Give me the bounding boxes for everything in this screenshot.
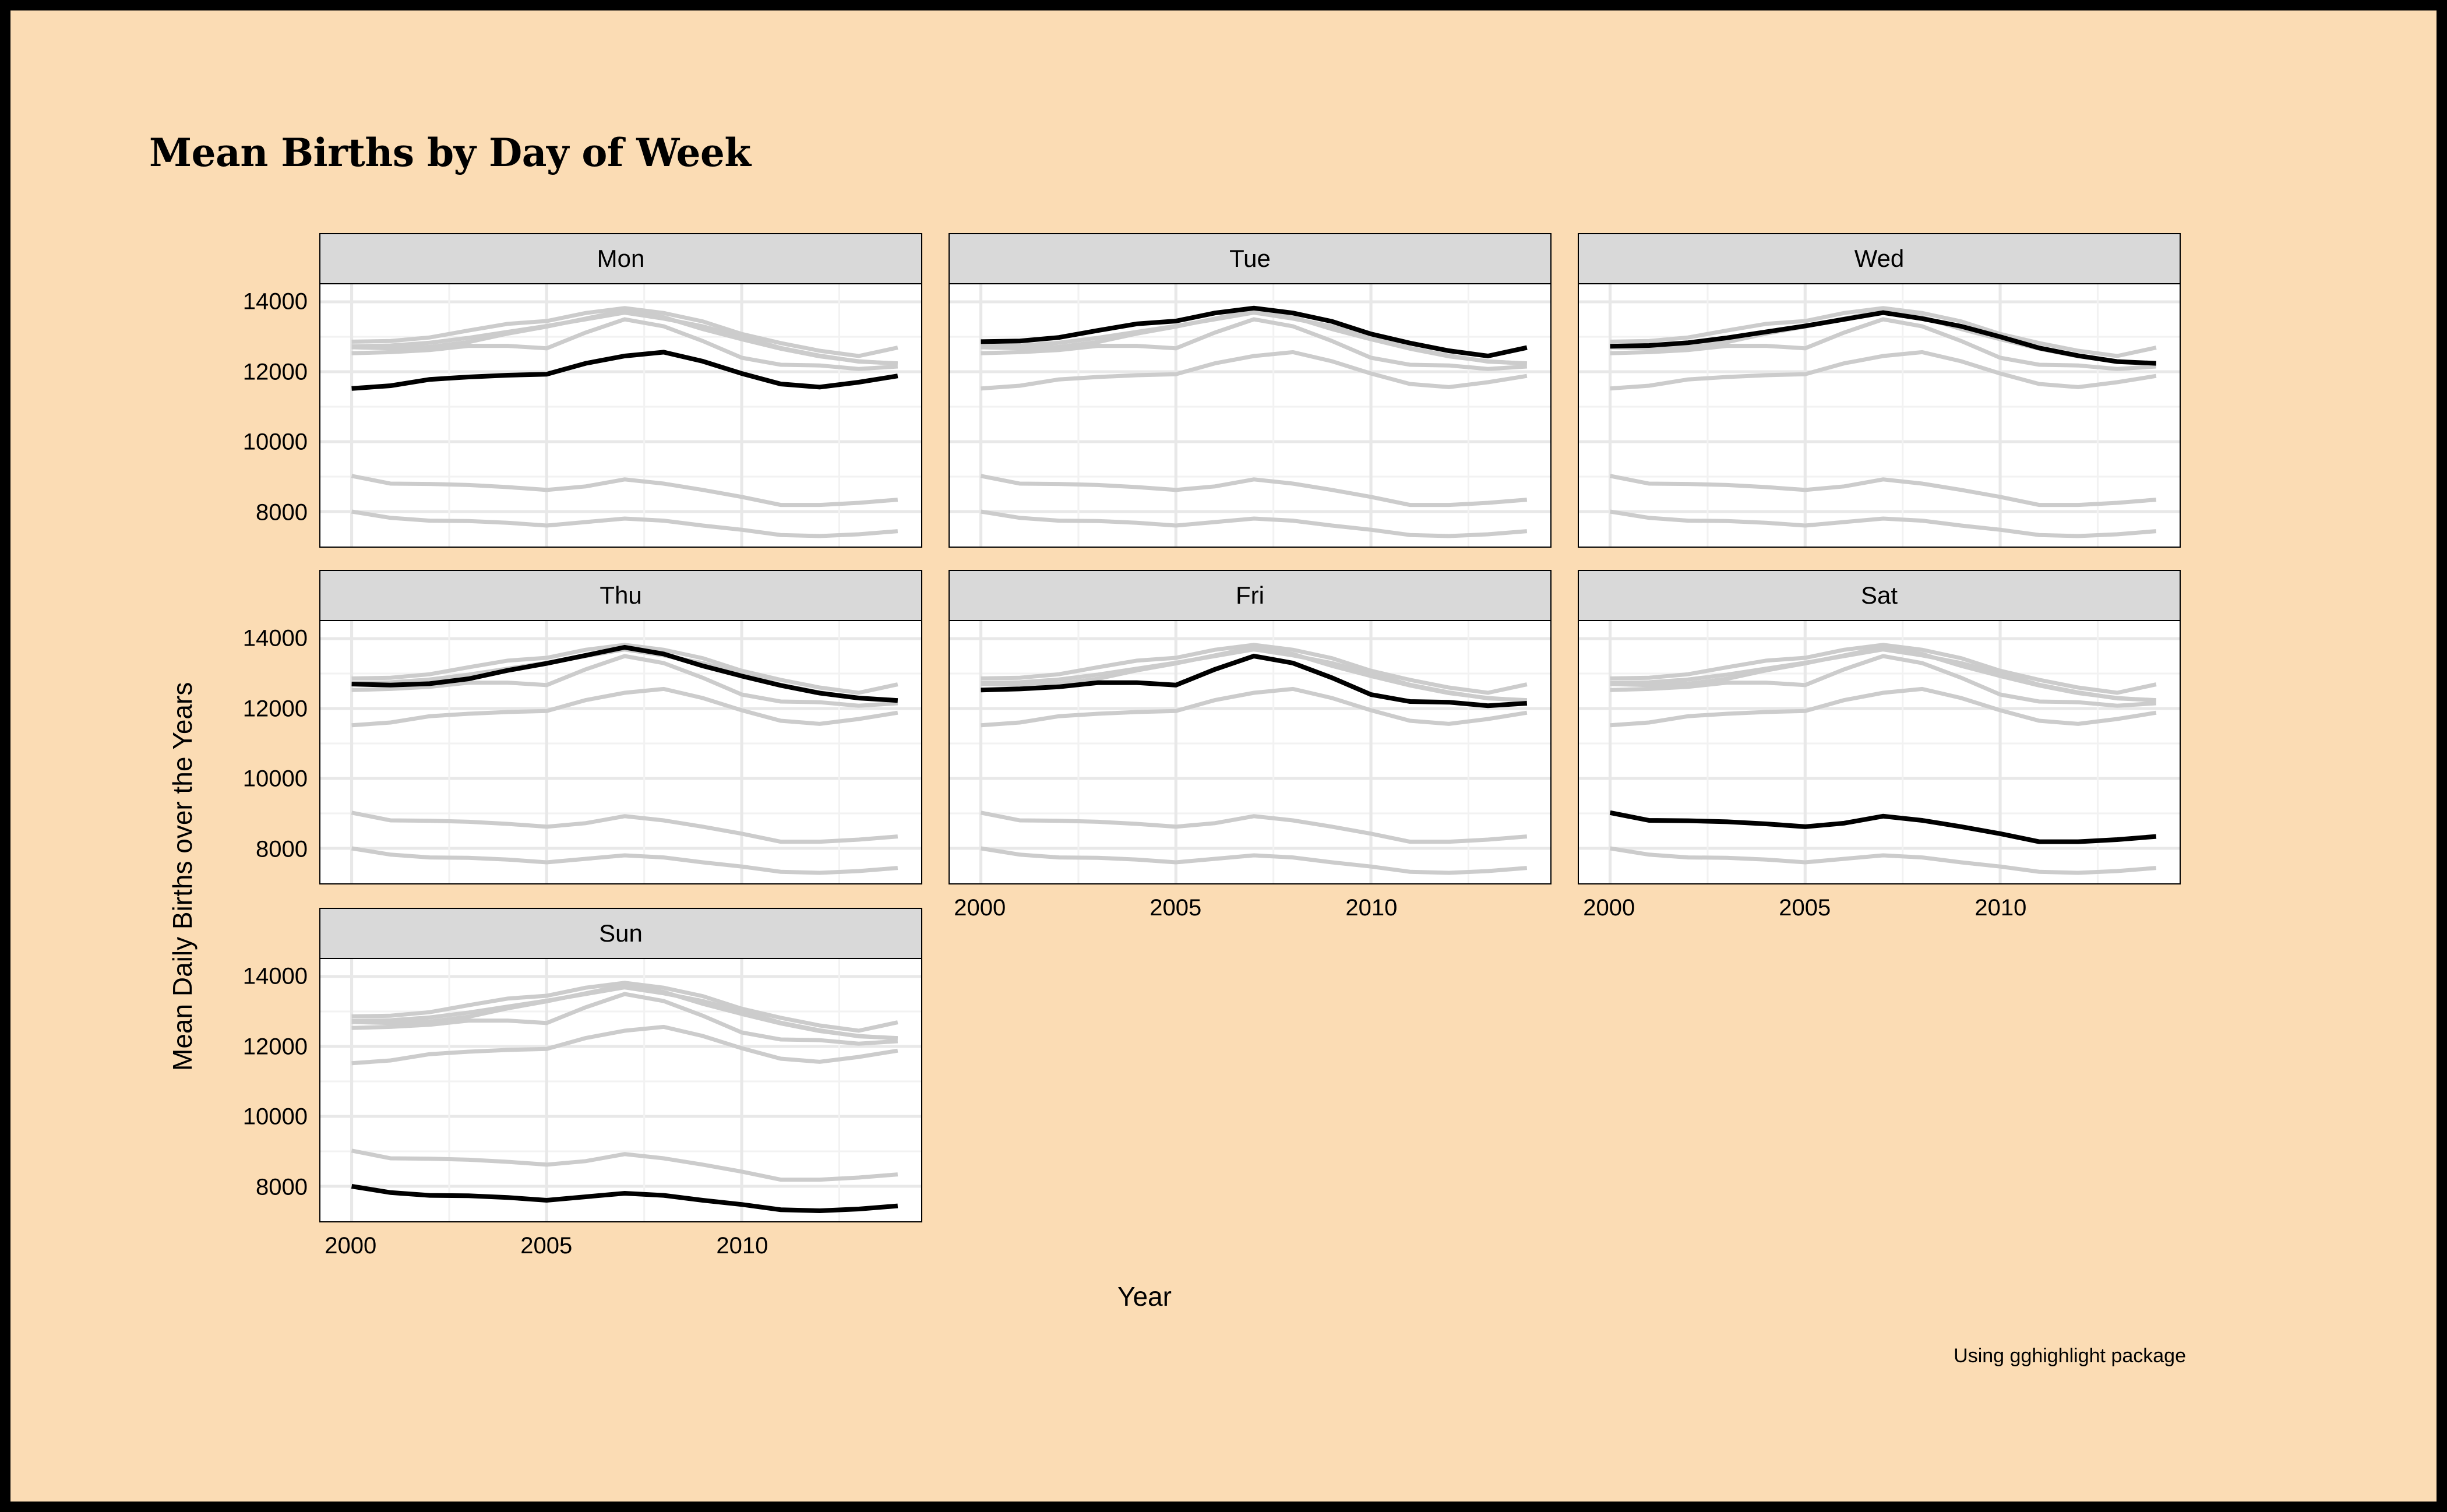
facet-panel-fri (949, 570, 1552, 884)
facet-strip-label: Tue (1229, 245, 1271, 272)
facet-plot-area-wed (1578, 284, 2181, 548)
y-axis-tick: 10000 (242, 429, 308, 455)
page-title: Mean Births by Day of Week (149, 130, 751, 175)
y-axis-tick: 10000 (242, 766, 308, 792)
facet-plot-area-tue (949, 284, 1552, 548)
x-axis-tick: 2000 (325, 1233, 377, 1259)
facet-strip-sun (319, 908, 922, 959)
x-axis-tick: 2005 (520, 1233, 573, 1259)
y-axis-tick: 10000 (242, 1104, 308, 1130)
facet-panel-tue (949, 233, 1552, 548)
facet-panel-wed (1578, 233, 2181, 548)
chart-caption: Using gghighlight package (1954, 1345, 2186, 1367)
facet-plot-area-sat (1578, 621, 2181, 884)
facet-strip-thu (319, 570, 922, 621)
facet-panel-sat (1578, 570, 2181, 884)
y-axis-label: Mean Daily Births over the Years (167, 682, 198, 1071)
x-axis-tick: 2000 (954, 895, 1006, 921)
facet-strip-sat (1578, 570, 2181, 621)
facet-strip-label: Thu (600, 581, 642, 609)
facet-strip-label: Mon (597, 245, 645, 272)
facet-plot-area-fri (949, 621, 1552, 884)
facet-plot-area-mon (319, 284, 922, 548)
x-axis-tick: 2010 (1974, 895, 2027, 921)
facet-strip-label: Wed (1854, 245, 1905, 272)
facet-strip-label: Sun (599, 919, 643, 947)
facet-strip-tue (949, 233, 1552, 284)
facet-strip-label: Sat (1860, 581, 1898, 609)
facet-strip-fri (949, 570, 1552, 621)
x-axis-tick: 2010 (1345, 895, 1398, 921)
facet-strip-mon (319, 233, 922, 284)
y-axis-tick: 8000 (256, 1174, 308, 1200)
y-axis-tick: 14000 (242, 288, 308, 315)
facet-panel-mon (319, 233, 922, 548)
x-axis-tick: 2005 (1150, 895, 1202, 921)
x-axis-tick: 2000 (1583, 895, 1635, 921)
x-axis-tick: 2010 (716, 1233, 768, 1259)
y-axis-tick: 8000 (256, 499, 308, 526)
facet-panel-thu (319, 570, 922, 884)
x-axis-tick: 2005 (1779, 895, 1831, 921)
y-axis-tick: 14000 (242, 963, 308, 989)
y-axis-tick: 12000 (242, 696, 308, 722)
y-axis-tick: 14000 (242, 625, 308, 651)
x-axis-label: Year (1117, 1281, 1172, 1312)
y-axis-tick: 8000 (256, 836, 308, 862)
facet-plot-area-sun (319, 959, 922, 1222)
facet-panel-sun (319, 908, 922, 1222)
y-axis-tick: 12000 (242, 359, 308, 385)
facet-strip-label: Fri (1236, 581, 1264, 609)
facet-strip-wed (1578, 233, 2181, 284)
y-axis-tick: 12000 (242, 1034, 308, 1060)
facet-plot-area-thu (319, 621, 922, 884)
